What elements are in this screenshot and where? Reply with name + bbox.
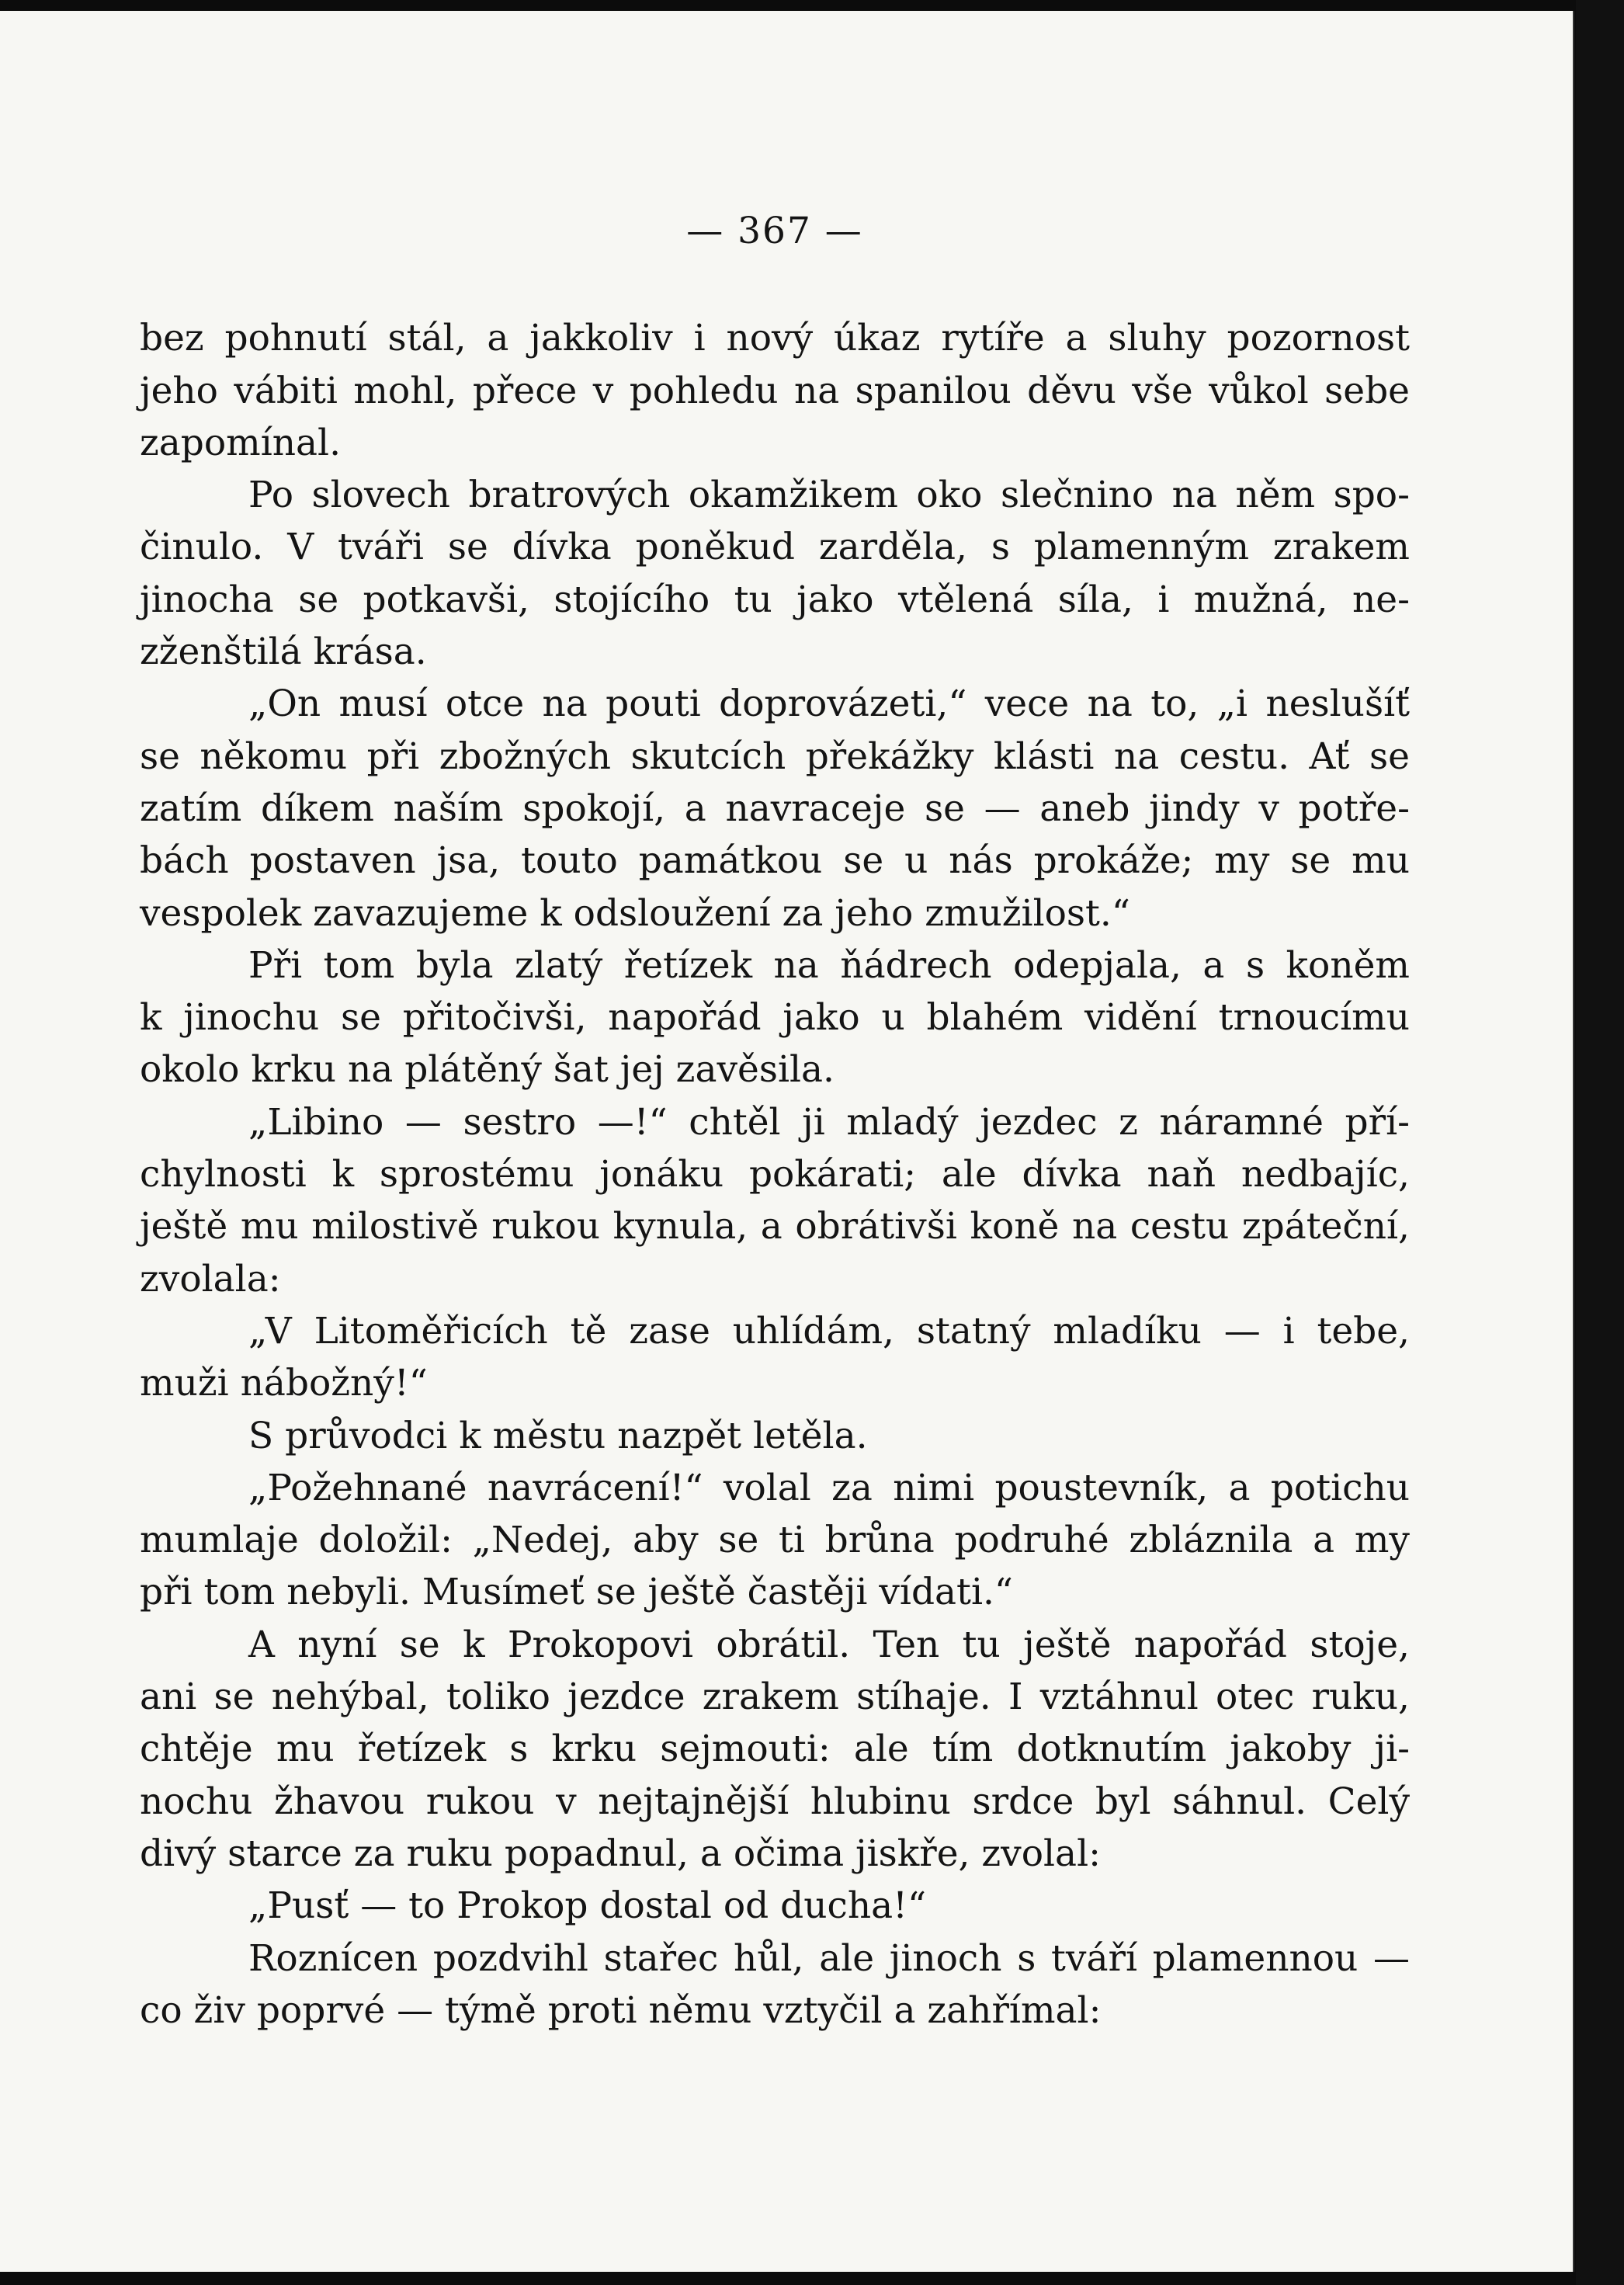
text-line: A nyní se k Prokopovi obrátil. Ten tu ještě napořád stoje, — [248, 1623, 1410, 1666]
text-line: bách postaven jsa, touto památkou se u nás prokáže; my se mu — [140, 839, 1410, 883]
text-line: Při tom byla zlatý řetízek na ňádrech odepjala, a s koněm — [248, 943, 1410, 987]
paragraph — [140, 1880, 1410, 1932]
text-line: jinocha se potkavši, stojícího tu jako vtělená síla, i mužná, ne- — [140, 578, 1410, 621]
text-line: S průvodci k městu nazpět letěla. — [248, 1414, 868, 1457]
text-line: zapomínal. — [140, 421, 342, 464]
text-line: vespolek zavazujeme k odsloužení za jeho zmužilost.“ — [140, 891, 1130, 935]
text-line: Po slovech bratrových okamžikem oko slečnino na něm spo- — [248, 474, 1410, 517]
book-spine-edge — [1576, 0, 1624, 2285]
text-line: „Požehnané navrácení!“ volal za nimi poustevník, a potichu — [248, 1466, 1410, 1509]
text-line: „V Litoměřicích tě zase uhlídám, statný mladíku — i tebe, — [248, 1309, 1410, 1353]
text-line: divý starce za ruku popadnul, a očima jiskře, zvolal: — [140, 1832, 1101, 1875]
text-line: mumlaje doložil: „Nedej, aby se ti brůna podruhé zbláznila a my — [140, 1519, 1410, 1562]
text-line: ani se nehýbal, toliko jezdce zrakem stíhaje. I vztáhnul otec ruku, — [140, 1676, 1410, 1719]
paragraph — [140, 1096, 1410, 1305]
paragraph — [140, 1410, 1410, 1462]
text-line: nochu žhavou rukou v nejtajnější hlubinu srdce byl sáhnul. Celý — [140, 1780, 1410, 1823]
text-line: okolo krku na plátěný šat jej zavěsila. — [140, 1048, 835, 1092]
text-line: „On musí otce na pouti doprovázeti,“ vece na to, „i neslušíť — [248, 682, 1410, 726]
paragraph — [140, 1305, 1410, 1410]
text-line: bez pohnutí stál, a jakkoliv i nový úkaz rytíře a sluhy pozornost — [140, 317, 1410, 360]
text-line: zvolala: — [140, 1257, 281, 1301]
text-line: jeho vábiti mohl, přece v pohledu na spanilou děvu vše vůkol sebe — [140, 369, 1410, 412]
page-text — [140, 205, 1410, 2037]
text-line: zatím díkem naším spokojí, a navraceje se — aneb jindy v potře- — [140, 787, 1410, 830]
paragraph — [140, 1933, 1410, 2037]
book-page — [0, 11, 1574, 2272]
text-line: zženštilá krása. — [140, 630, 427, 674]
paragraph — [140, 1619, 1410, 1880]
text-line: Roznícen pozdvihl stařec hůl, ale jinoch s tváří plamennou — — [248, 1936, 1410, 1980]
text-line: muži nábožný!“ — [140, 1362, 428, 1405]
body-text — [140, 312, 1410, 2037]
paragraph — [140, 1462, 1410, 1619]
paragraph — [140, 312, 1410, 469]
paragraph — [140, 678, 1410, 939]
paragraph — [140, 469, 1410, 678]
page-number: — 367 — — [686, 210, 863, 252]
paragraph — [140, 939, 1410, 1096]
text-line: co živ poprvé — týmě proti němu vztyčil a zahřímal: — [140, 1988, 1102, 2032]
text-line: při tom nebyli. Musímeť se ještě častěji vídati.“ — [140, 1571, 1013, 1614]
text-line: ještě mu milostivě rukou kynula, a obrátivši koně na cestu zpáteční, — [140, 1205, 1410, 1248]
text-line: „Libino — sestro —!“ chtěl ji mladý jezdec z náramné pří- — [248, 1100, 1410, 1144]
text-line: „Pusť — to Prokop dostal od ducha!“ — [248, 1884, 927, 1928]
text-line: se někomu při zbožných skutcích překážky klásti na cestu. Ať se — [140, 734, 1410, 778]
text-line: chylnosti k sprostému jonáku pokárati; ale dívka naň nedbajíc, — [140, 1153, 1410, 1196]
text-line: činulo. V tváři se dívka poněkud zarděla, s plamenným zrakem — [140, 526, 1410, 569]
text-line: chtěje mu řetízek s krku sejmouti: ale tím dotknutím jakoby ji- — [140, 1728, 1410, 1771]
text-line: k jinochu se přitočivši, napořád jako u blahém vidění trnoucímu — [140, 996, 1410, 1040]
